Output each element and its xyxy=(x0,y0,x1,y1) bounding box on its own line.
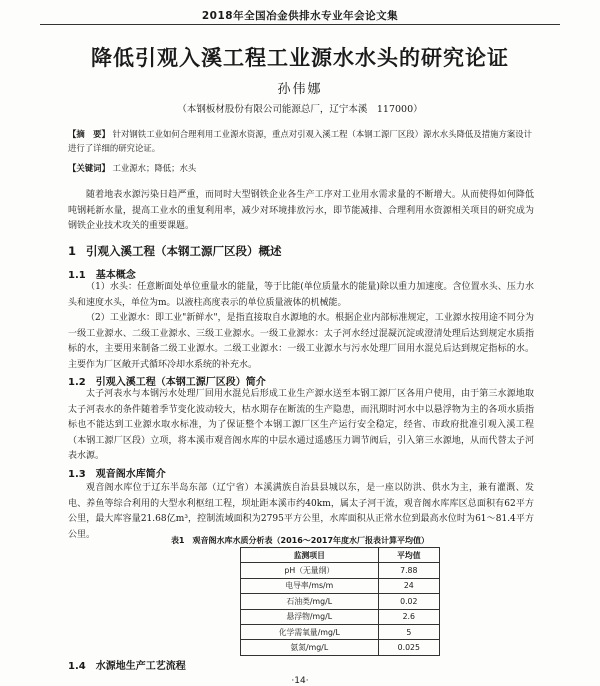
section-1-3-body: 观音阁水库位于辽东半岛东部（辽宁省）本溪满族自治县县城以东，是一座以防洪、供水为主，兼有灌溉、发电、养鱼等综合利用的大型水利枢纽工程，坝址距本溪市约40km，属太子河干流，观音阁水库库区总面积有62平方公里，最大库容量21.68亿m³，控制流域面积为2795平方公里，水库面积从正常水位到最高水位时为61～81.4平方公里。 xyxy=(68,483,534,540)
section-1-1-body xyxy=(68,280,534,373)
abstract-label: 【摘 要】 xyxy=(68,129,110,139)
section-1-2-body: 太子河表水与本钢污水处理厂回用水混兑后形成工业生产源水送至本钢工源厂区各用户使用，由于第三水源地取太子河表水的条件随着季节变化波动较大，枯水期存在断流的生产隐患，而汛期时河水中以悬浮物为主的各项水质指标也不能达到工业源水取水标准，为了保证整个本钢工源厂区生产运行安全稳定，经省、市政府批准引观入溪工程（本钢工源厂区段）立项，将本溪市观音阁水库的中层水通过遥感压力调节阀后，引入第三水源地，从而代替太子河表水源。 xyxy=(68,389,534,461)
intro-paragraph: 随着地表水源污染日趋严重，而同时大型钢铁企业各生产工序对工业用水需求量的不断增大。从而使得如何降低吨钢耗新水量，提高工业水的重复利用率，减少对环境排放污水，即节能减排、合理利用水资源相关项目的研究成为钢铁企业技术攻关的重要课题。 xyxy=(68,190,534,231)
table-row: 石油类/mg/L 0.02 xyxy=(241,594,440,609)
table-row: 化学需氧量/mg/L 5 xyxy=(241,624,440,639)
section-1-3-heading: 1.3 观音阁水库简介 xyxy=(68,469,166,480)
section-1-2-heading: 1.2 引观入溪工程（本钢工源厂区段）简介 xyxy=(68,377,266,388)
table-row: 氨氮/mg/L 0.025 xyxy=(241,640,440,655)
table-header-row xyxy=(241,548,440,563)
table-row: 悬浮物/mg/L 2.6 xyxy=(241,609,440,624)
water-quality-table xyxy=(240,547,440,656)
column-header-item: 监测项目 xyxy=(241,548,379,563)
author: 孙伟娜 xyxy=(277,82,323,97)
table-1-caption: 表1 观音阁水库水质分析表（2016～2017年度水厂报表计算平均值） xyxy=(170,536,430,545)
section-1-heading: 1 引观入溪工程（本钢工源厂区段）概述 xyxy=(68,244,282,258)
section-1-1-heading: 1.1 基本概念 xyxy=(68,270,136,281)
paragraph-head-concept: （1）水头：任意断面处单位重量水的能量，等于比能(单位质量水的能量)除以重力加速度。含位置水头、压力水头和速度水头，单位为m。以液柱高度表示的单位质量液体的机械能。 xyxy=(68,282,534,308)
abstract-text: 针对钢铁工业如何合理利用工业源水资源，重点对引观入溪工程（本钢工源厂区段）源水水头降低及措施方案设计进行了详细的研究论证。 xyxy=(68,129,533,153)
affiliation: （本钢板材股份有限公司能源总厂，辽宁本溪 117000） xyxy=(177,104,423,115)
section-1-4-heading: 1.4 水源地生产工艺流程 xyxy=(68,661,186,672)
header-rule xyxy=(40,24,560,25)
running-head: 2018年全国冶金供排水专业年会论文集 xyxy=(201,10,399,22)
paper-title: 降低引观入溪工程工业源水水头的研究论证 xyxy=(91,46,509,70)
paragraph-source-water-concept: （2）工业源水：即工业"新鲜水"，是指直接取自水源地的水。根据企业内部标准规定，工业源水按用途不同分为一级工业源水、二级工业源水、三级工业源水。一级工业源水：太子河水经过混凝沉淀或澄清处理后达到规定水质指标的水，主要用来制备二级工业源水。二级工业源水：一级工业源水与污水处理厂回用水混兑后达到规定指标的水。主要作为厂区敞开式循环冷却水系统的补充水。 xyxy=(68,313,534,370)
abstract xyxy=(68,127,532,155)
keywords xyxy=(68,162,532,174)
column-header-average: 平均值 xyxy=(378,548,439,563)
table-row: pH（无量纲） 7.88 xyxy=(241,563,440,578)
table-row: 电导率/ms/m 24 xyxy=(241,578,440,593)
keywords-text: 工业源水；降低；水头 xyxy=(112,163,197,173)
keywords-label: 【关键词】 xyxy=(68,163,110,173)
page-number: ·14· xyxy=(291,676,309,686)
